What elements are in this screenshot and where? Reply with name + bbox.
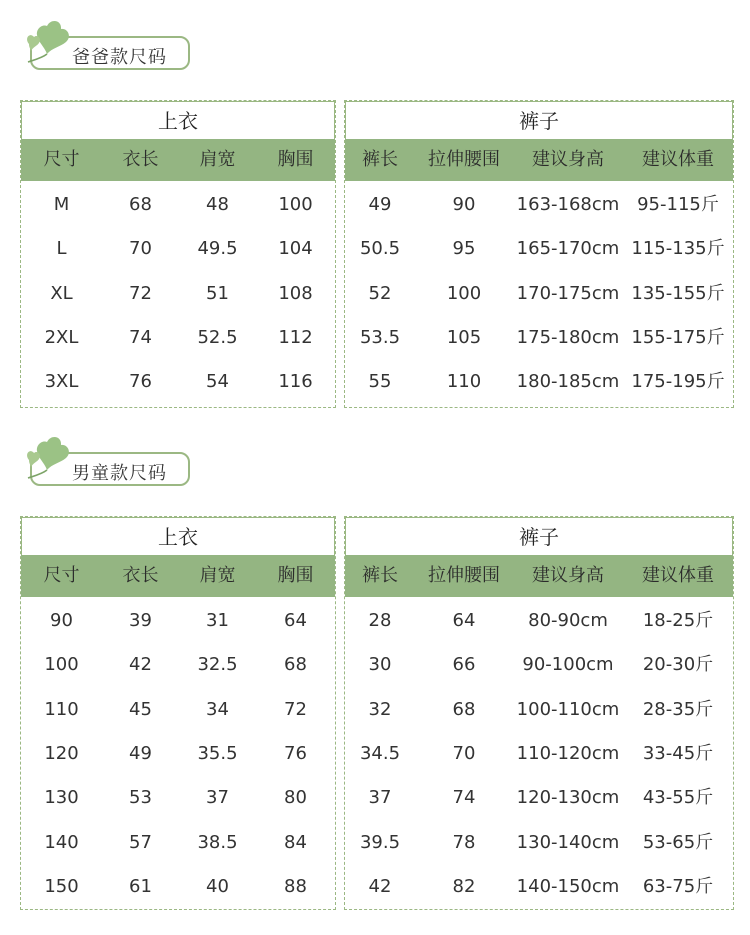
table-cell: L: [56, 238, 67, 260]
table-cell: 170-175cm: [516, 282, 620, 304]
section-label-boy: [20, 434, 180, 494]
table-cell: 50.5: [359, 238, 401, 260]
column-header: 裤长: [362, 565, 398, 586]
table-cell: 51: [206, 282, 229, 304]
table-row: [345, 688, 733, 732]
table-row: [21, 316, 335, 360]
table-cell: 64: [452, 610, 476, 631]
column-header: 肩宽: [199, 565, 236, 586]
table-cell: 72: [129, 282, 152, 304]
table-row: [345, 732, 733, 776]
table-cell: 39: [129, 610, 152, 631]
dad-pants-table: [344, 100, 734, 408]
column-header: 建议体重: [642, 149, 714, 170]
section-title: 爸爸款尺码: [72, 47, 167, 68]
table-cell: 45: [129, 698, 152, 720]
table-cell: 74: [129, 326, 152, 348]
table-row: [345, 360, 733, 404]
table-cell: 35.5: [197, 742, 238, 764]
table-cell: 90: [50, 610, 73, 631]
boy-pants-table: [344, 516, 734, 910]
column-header: 建议身高: [532, 149, 604, 170]
column-header: 拉伸腰围: [428, 565, 500, 586]
column-header: 衣长: [122, 149, 159, 170]
table-cell: 54: [206, 371, 229, 393]
boy-top-table: [20, 516, 336, 910]
table-row: [21, 732, 335, 776]
table-cell: 82: [452, 875, 476, 897]
table-cell: 88: [284, 875, 307, 897]
table-cell: 76: [284, 742, 307, 764]
table-cell: 40: [206, 875, 229, 897]
column-header: 衣长: [122, 565, 159, 586]
table-cell: 3XL: [44, 371, 79, 393]
table-cell: 32.5: [197, 654, 238, 676]
table-cell: 30: [368, 654, 392, 676]
heart-leaf-icon: [20, 434, 76, 490]
table-row: [345, 599, 733, 643]
table-cell: 130-140cm: [516, 831, 620, 853]
table-cell: 55: [368, 371, 392, 393]
table-cell: 2XL: [44, 326, 79, 348]
table-title: 裤子: [345, 101, 733, 139]
table-cell: 74: [452, 787, 476, 809]
table-row: [21, 227, 335, 271]
table-header-row: [21, 139, 335, 181]
table-cell: 112: [278, 326, 313, 348]
table-title: 上衣: [21, 517, 335, 555]
table-row: [345, 227, 733, 271]
table-cell: 110: [44, 698, 79, 720]
table-row: [21, 599, 335, 643]
table-cell: 63-75斤: [642, 875, 714, 897]
table-header-row: [345, 139, 733, 181]
table-header-row: [345, 555, 733, 597]
table-cell: 95-115斤: [637, 194, 719, 215]
table-cell: 155-175斤: [631, 326, 725, 348]
table-cell: 70: [452, 742, 476, 764]
table-row: [345, 183, 733, 227]
column-header: 肩宽: [199, 149, 236, 170]
table-cell: 108: [278, 282, 313, 304]
table-cell: 68: [452, 698, 476, 720]
table-cell: 80: [284, 787, 307, 809]
table-cell: 78: [452, 831, 476, 853]
table-cell: 100: [44, 654, 79, 676]
table-cell: 110-120cm: [516, 742, 620, 764]
column-header: 胸围: [277, 149, 314, 170]
table-cell: 100: [446, 282, 482, 304]
table-cell: 52: [368, 282, 392, 304]
table-cell: 150: [44, 875, 79, 897]
table-cell: 28: [368, 610, 392, 631]
table-cell: 38.5: [197, 831, 238, 853]
table-cell: 130: [44, 787, 79, 809]
table-row: [345, 865, 733, 909]
table-row: [345, 272, 733, 316]
table-cell: 175-195斤: [631, 371, 725, 393]
table-cell: 49: [129, 742, 152, 764]
table-cell: 49.5: [197, 238, 238, 260]
table-cell: 95: [452, 238, 476, 260]
table-cell: 140-150cm: [516, 875, 620, 897]
table-row: [345, 821, 733, 865]
table-cell: 52.5: [197, 326, 238, 348]
table-cell: 49: [368, 194, 392, 215]
table-cell: 110: [446, 371, 482, 393]
table-cell: 180-185cm: [516, 371, 620, 393]
table-cell: 34.5: [359, 742, 401, 764]
heart-leaf-icon: [20, 18, 76, 74]
table-cell: 42: [129, 654, 152, 676]
table-row: [21, 821, 335, 865]
table-cell: 43-55斤: [642, 787, 714, 809]
table-cell: 37: [206, 787, 229, 809]
table-cell: 70: [129, 238, 152, 260]
table-cell: 115-135斤: [631, 238, 725, 260]
table-cell: 53-65斤: [642, 831, 714, 853]
table-cell: 175-180cm: [516, 326, 620, 348]
table-cell: 120: [44, 742, 79, 764]
table-cell: 72: [284, 698, 307, 720]
column-header: 尺寸: [43, 149, 80, 170]
table-cell: 64: [284, 610, 307, 631]
section-label-dad: [20, 18, 180, 78]
column-header: 尺寸: [43, 565, 80, 586]
table-cell: 80-90cm: [528, 610, 608, 631]
table-cell: 31: [206, 610, 229, 631]
table-cell: 53.5: [359, 326, 401, 348]
table-row: [21, 183, 335, 227]
table-cell: 68: [129, 194, 152, 215]
table-cell: 68: [284, 654, 307, 676]
column-header: 拉伸腰围: [428, 149, 500, 170]
table-cell: 165-170cm: [516, 238, 620, 260]
table-row: [21, 643, 335, 687]
table-cell: 28-35斤: [642, 698, 714, 720]
table-cell: M: [53, 194, 70, 215]
table-cell: 53: [129, 787, 152, 809]
table-cell: XL: [50, 282, 73, 304]
table-cell: 34: [206, 698, 229, 720]
table-title: 裤子: [345, 517, 733, 555]
table-cell: 135-155斤: [631, 282, 725, 304]
table-row: [21, 360, 335, 404]
dad-top-table: [20, 100, 336, 408]
table-cell: 42: [368, 875, 392, 897]
table-cell: 120-130cm: [516, 787, 620, 809]
column-header: 胸围: [277, 565, 314, 586]
table-cell: 33-45斤: [642, 742, 714, 764]
table-cell: 163-168cm: [516, 194, 620, 215]
section-title: 男童款尺码: [72, 463, 167, 484]
table-cell: 66: [452, 654, 476, 676]
table-cell: 20-30斤: [642, 654, 714, 676]
column-header: 建议体重: [642, 565, 714, 586]
table-cell: 48: [206, 194, 229, 215]
table-cell: 100-110cm: [516, 698, 620, 720]
table-row: [21, 688, 335, 732]
table-cell: 61: [129, 875, 152, 897]
table-row: [21, 776, 335, 820]
table-cell: 32: [368, 698, 392, 720]
table-title: 上衣: [21, 101, 335, 139]
column-header: 建议身高: [532, 565, 604, 586]
table-cell: 76: [129, 371, 152, 393]
table-row: [345, 316, 733, 360]
table-cell: 140: [44, 831, 79, 853]
table-cell: 116: [278, 371, 313, 393]
table-cell: 37: [368, 787, 392, 809]
table-cell: 84: [284, 831, 307, 853]
table-row: [345, 643, 733, 687]
table-cell: 39.5: [359, 831, 401, 853]
table-row: [345, 776, 733, 820]
table-header-row: [21, 555, 335, 597]
table-row: [21, 865, 335, 909]
table-cell: 90: [452, 194, 476, 215]
table-cell: 105: [446, 326, 482, 348]
table-cell: 57: [129, 831, 152, 853]
column-header: 裤长: [362, 149, 398, 170]
table-cell: 90-100cm: [522, 654, 614, 676]
table-cell: 100: [278, 194, 313, 215]
table-row: [21, 272, 335, 316]
table-cell: 18-25斤: [642, 610, 714, 631]
table-cell: 104: [278, 238, 313, 260]
